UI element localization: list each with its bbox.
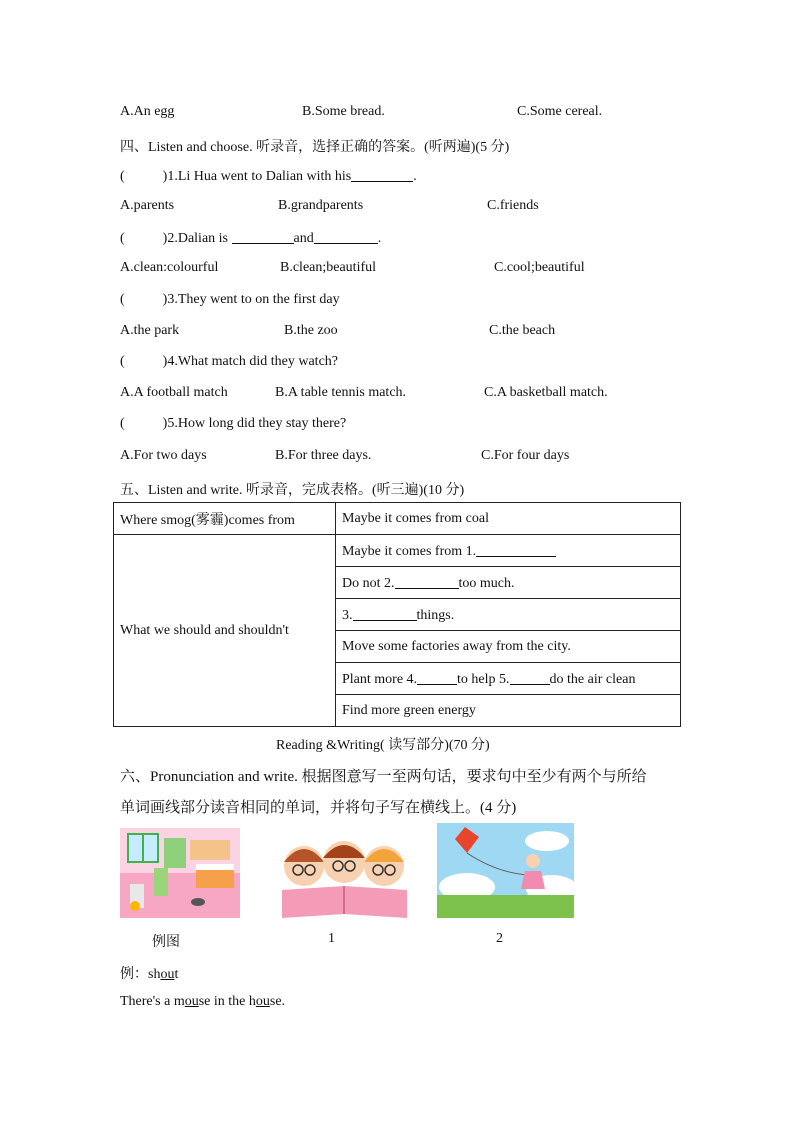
q5-option-c: C.For four days [481,448,570,463]
answer-blank [417,670,457,685]
q1-option-a: A.parents [120,198,175,213]
q3-option-a2: A.the park [120,323,180,338]
answer-blank [476,542,556,557]
table-cell: Do not 2. too much. [336,567,681,599]
table-cell: Where smog(雾霾)comes from [114,503,336,535]
section4-title: 四、Listen and choose. 听录音，选择正确的答案。(听两遍)(5 分) [120,140,510,155]
q3-option-c: C.Some cereal. [517,104,603,119]
question-5: ( )5.How long did they stay there? [120,416,347,431]
smog-table [113,502,681,727]
table-cell: 3. things. [336,599,681,631]
girl-figure [526,854,540,868]
example-word: 例：shout [120,967,179,982]
kids-reading-picture [276,828,413,918]
cat-figure [130,901,140,911]
q4-option-c: C.A basketball match. [484,385,608,400]
caption-1: 1 [328,931,335,946]
caption-example: 例图 [152,935,180,950]
question-4: ( )4.What match did they watch? [120,354,339,369]
answer-blank [314,229,378,244]
question-3: ( )3.They went to on the first day [120,292,340,307]
answer-blank [510,670,550,685]
q1-option-b: B.grandparents [278,198,364,213]
q3-option-c2: C.the beach [489,323,556,338]
q4-option-b: B.A table tennis match. [275,385,407,400]
answer-blank [351,167,413,182]
section5-title: 五、Listen and write. 听录音，完成表格。(听三遍)(10 分) [120,483,465,498]
table-cell: Maybe it comes from 1. [336,535,681,567]
section6-title-line1: 六、Pronunciation and write. 根据图意写一至两句话，要求句中至少有两个与所给 [120,769,647,785]
example-sentence: There's a mouse in the house. [120,994,286,1009]
table-cell: Move some factories away from the city. [336,631,681,663]
reading-heading: Reading &Writing( 读写部分)(70 分) [276,738,490,753]
q4-option-a: A.A football match [120,385,228,400]
answer-blank [232,229,294,244]
q1-option-c: C.friends [487,198,539,213]
kite-picture [437,823,574,918]
answer-blank [395,574,459,589]
q2-option-b: B.clean;beautiful [280,260,377,275]
question-1: ( )1.Li Hua went to Dalian with his . [120,169,417,184]
caption-2: 2 [496,931,503,946]
answer-blank [353,606,417,621]
q3-option-b2: B.the zoo [284,323,338,338]
question-2: ( )2.Dalian is and . [120,231,382,246]
q3-option-a: A.An egg [120,104,175,119]
q5-option-b: B.For three days. [275,448,372,463]
q3-option-b: B.Some bread. [302,104,385,119]
q2-option-c: C.cool;beautiful [494,260,585,275]
table-cell: What we should and shouldn't [114,535,336,727]
bedroom-picture [120,828,240,918]
mouse-figure [191,898,205,906]
table-cell: Find more green energy [336,695,681,727]
q5-option-a: A.For two days [120,448,207,463]
section6-title-line2: 单词画线部分读音相同的单词，并将句子写在横线上。(4 分) [120,800,517,816]
q2-option-a: A.clean:colourful [120,260,219,275]
table-cell: Maybe it comes from coal [336,503,681,535]
table-cell: Plant more 4. to help 5. do the air clean [336,663,681,695]
